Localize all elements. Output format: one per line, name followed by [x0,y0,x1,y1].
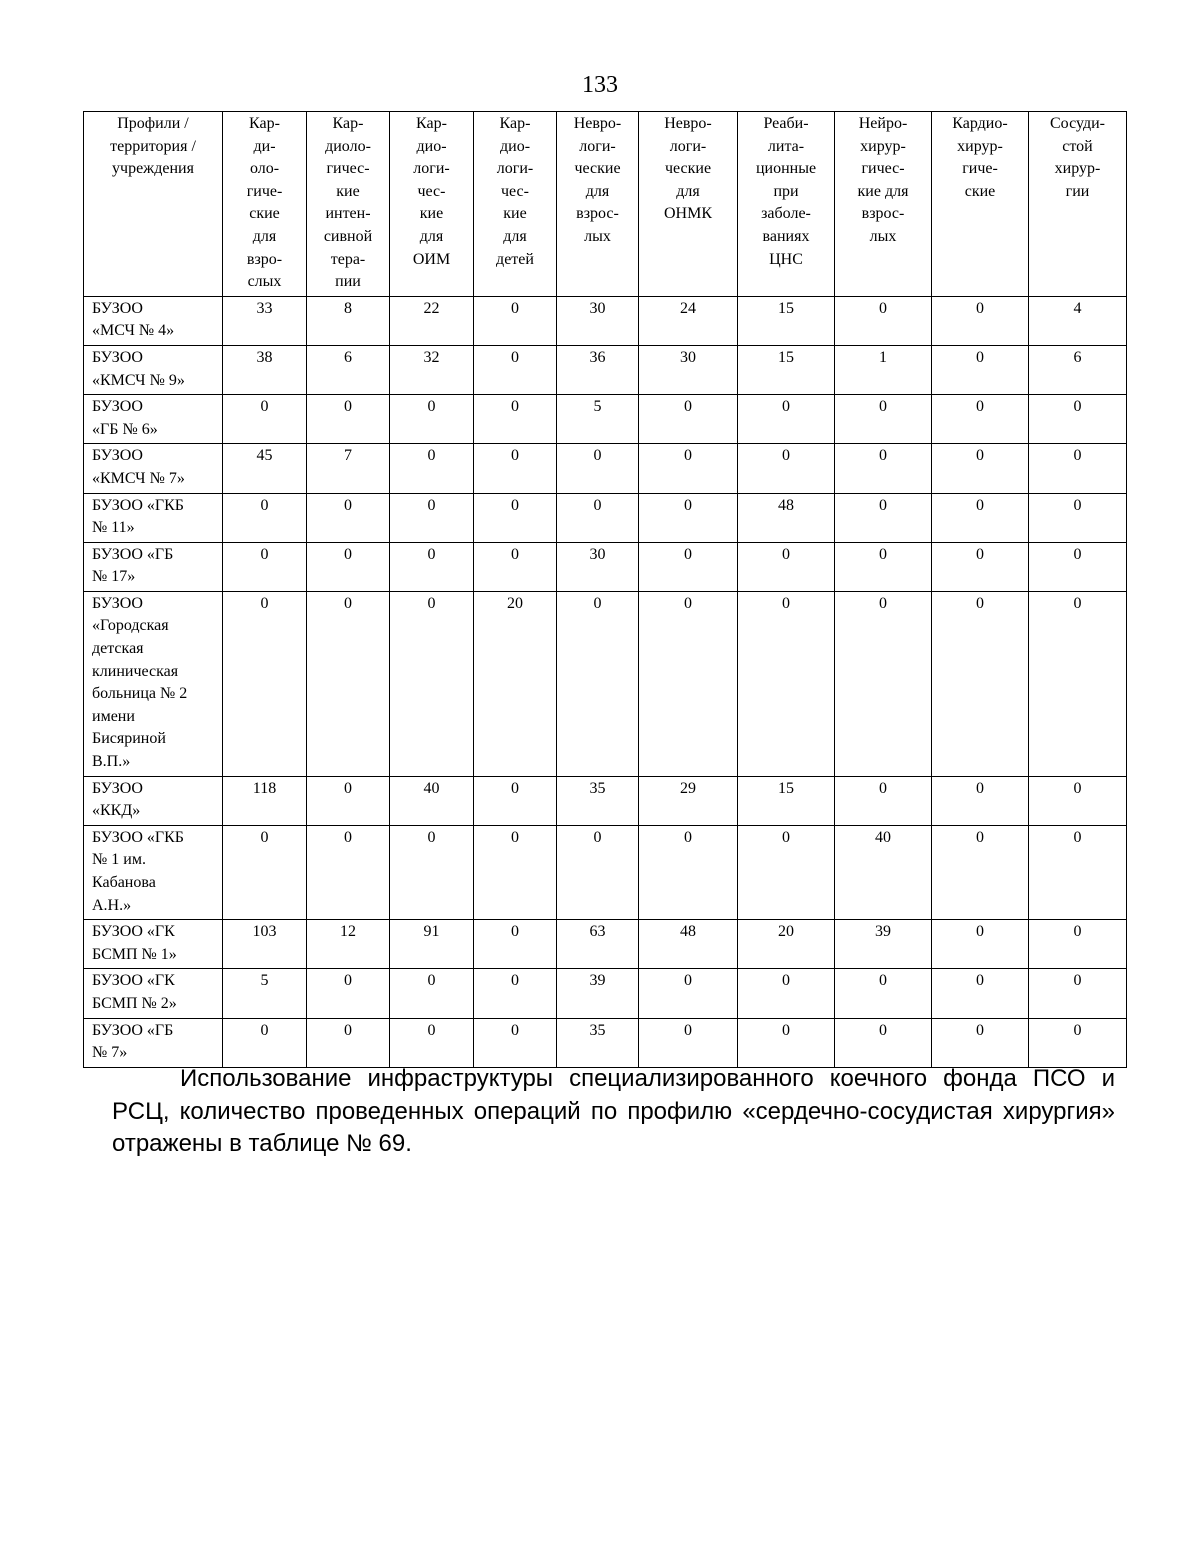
column-header: Кардио- хирур- гиче- ские [932,112,1029,297]
value-cell: 0 [932,920,1029,969]
value-cell: 0 [639,395,738,444]
value-cell: 12 [307,920,390,969]
value-cell: 0 [474,296,557,345]
value-cell: 0 [390,591,474,776]
value-cell: 39 [835,920,932,969]
value-cell: 0 [307,1018,390,1067]
value-cell: 20 [738,920,835,969]
value-cell: 0 [835,776,932,825]
column-header: Кар- ди- оло- гиче- ские для взро- слых [223,112,307,297]
value-cell: 0 [1029,776,1127,825]
value-cell: 0 [223,1018,307,1067]
value-cell: 0 [639,825,738,919]
value-cell: 30 [557,542,639,591]
value-cell: 0 [474,1018,557,1067]
table-row [84,969,1127,1018]
institution-cell: БУЗОО «ГБ № 6» [84,395,223,444]
value-cell: 0 [557,591,639,776]
column-header: Реаби- лита- ционные при заболе- ваниях ЦНС [738,112,835,297]
value-cell: 0 [390,1018,474,1067]
table-body [84,296,1127,1067]
value-cell: 0 [223,395,307,444]
value-cell: 30 [639,345,738,394]
institution-cell: БУЗОО «ГКБ № 11» [84,493,223,542]
institution-cell: БУЗОО «ГБ № 7» [84,1018,223,1067]
value-cell: 0 [307,395,390,444]
value-cell: 0 [738,542,835,591]
value-cell: 0 [738,1018,835,1067]
value-cell: 0 [835,395,932,444]
value-cell: 0 [932,296,1029,345]
value-cell: 0 [474,920,557,969]
value-cell: 15 [738,296,835,345]
value-cell: 0 [474,493,557,542]
value-cell: 0 [639,591,738,776]
value-cell: 0 [1029,920,1127,969]
value-cell: 0 [474,542,557,591]
value-cell: 0 [474,825,557,919]
institution-cell: БУЗОО «ГК БСМП № 2» [84,969,223,1018]
value-cell: 36 [557,345,639,394]
value-cell: 29 [639,776,738,825]
value-cell: 0 [474,969,557,1018]
table-row [84,493,1127,542]
value-cell: 22 [390,296,474,345]
institution-cell: БУЗОО «Городская детская клиническая больница № 2 имени Бисяриной В.П.» [84,591,223,776]
column-header: Кар- дио- логи- чес- кие для детей [474,112,557,297]
value-cell: 0 [932,395,1029,444]
value-cell: 0 [639,493,738,542]
institution-cell: БУЗОО «КМСЧ № 9» [84,345,223,394]
value-cell: 0 [932,825,1029,919]
value-cell: 0 [738,591,835,776]
value-cell: 0 [1029,591,1127,776]
value-cell: 6 [307,345,390,394]
value-cell: 0 [932,493,1029,542]
value-cell: 20 [474,591,557,776]
value-cell: 0 [390,969,474,1018]
value-cell: 0 [835,1018,932,1067]
page-number: 133 [582,72,618,98]
value-cell: 0 [835,296,932,345]
value-cell: 0 [307,776,390,825]
value-cell: 0 [557,825,639,919]
institution-cell: БУЗОО «ГКБ № 1 им. Кабанова А.Н.» [84,825,223,919]
value-cell: 4 [1029,296,1127,345]
column-header: Сосуди- стой хирур- гии [1029,112,1127,297]
value-cell: 8 [307,296,390,345]
value-cell: 91 [390,920,474,969]
value-cell: 0 [1029,395,1127,444]
value-cell: 48 [639,920,738,969]
institution-cell: БУЗОО «ККД» [84,776,223,825]
institution-cell: БУЗОО «МСЧ № 4» [84,296,223,345]
value-cell: 0 [307,493,390,542]
value-cell: 0 [223,542,307,591]
value-cell: 5 [223,969,307,1018]
body-paragraph: Использование инфраструктуры специализированного коечного фонда ПСО и РСЦ, количество проведенных операций по профилю «сердечно-сосудистая хирургия» отражены в таблице № 69. [112,1065,1115,1158]
value-cell: 0 [307,542,390,591]
table-row [84,345,1127,394]
value-cell: 0 [835,493,932,542]
value-cell: 0 [474,345,557,394]
value-cell: 40 [390,776,474,825]
value-cell: 63 [557,920,639,969]
value-cell: 0 [474,395,557,444]
value-cell: 0 [390,825,474,919]
value-cell: 0 [1029,493,1127,542]
table-header-row [84,112,1127,297]
table-row [84,591,1127,776]
value-cell: 0 [835,591,932,776]
value-cell: 0 [557,444,639,493]
column-header: Невро- логи- ческие для ОНМК [639,112,738,297]
value-cell: 0 [639,542,738,591]
value-cell: 103 [223,920,307,969]
value-cell: 0 [639,444,738,493]
value-cell: 0 [835,969,932,1018]
value-cell: 0 [307,591,390,776]
value-cell: 6 [1029,345,1127,394]
value-cell: 30 [557,296,639,345]
column-header: Профили / территория / учреждения [84,112,223,297]
table-row [84,825,1127,919]
value-cell: 0 [835,444,932,493]
value-cell: 24 [639,296,738,345]
column-header: Кар- дио- логи- чес- кие для ОИМ [390,112,474,297]
value-cell: 0 [932,1018,1029,1067]
value-cell: 0 [307,969,390,1018]
value-cell: 0 [390,395,474,444]
value-cell: 0 [932,969,1029,1018]
value-cell: 0 [738,825,835,919]
table-row [84,395,1127,444]
table-row [84,776,1127,825]
institution-cell: БУЗОО «КМСЧ № 7» [84,444,223,493]
institution-cell: БУЗОО «ГБ № 17» [84,542,223,591]
value-cell: 0 [474,776,557,825]
value-cell: 0 [223,825,307,919]
value-cell: 0 [474,444,557,493]
value-cell: 15 [738,776,835,825]
value-cell: 15 [738,345,835,394]
value-cell: 0 [557,493,639,542]
institution-cell: БУЗОО «ГК БСМП № 1» [84,920,223,969]
value-cell: 1 [835,345,932,394]
column-header: Невро- логи- ческие для взрос- лых [557,112,639,297]
value-cell: 0 [1029,1018,1127,1067]
value-cell: 7 [307,444,390,493]
value-cell: 0 [307,825,390,919]
value-cell: 0 [390,444,474,493]
table-row [84,542,1127,591]
value-cell: 118 [223,776,307,825]
value-cell: 0 [1029,542,1127,591]
value-cell: 0 [390,542,474,591]
value-cell: 45 [223,444,307,493]
value-cell: 0 [932,591,1029,776]
value-cell: 38 [223,345,307,394]
value-cell: 48 [738,493,835,542]
value-cell: 40 [835,825,932,919]
table-row [84,296,1127,345]
table-row [84,444,1127,493]
value-cell: 39 [557,969,639,1018]
value-cell: 0 [738,969,835,1018]
table-row [84,1018,1127,1067]
beds-table [83,111,1127,1068]
value-cell: 35 [557,1018,639,1067]
table-row [84,920,1127,969]
value-cell: 0 [1029,444,1127,493]
value-cell: 0 [1029,825,1127,919]
value-cell: 0 [932,542,1029,591]
column-header: Нейро- хирур- гичес- кие для взрос- лых [835,112,932,297]
value-cell: 0 [223,591,307,776]
value-cell: 0 [1029,969,1127,1018]
value-cell: 35 [557,776,639,825]
value-cell: 0 [932,345,1029,394]
value-cell: 0 [223,493,307,542]
value-cell: 0 [639,1018,738,1067]
value-cell: 0 [932,444,1029,493]
value-cell: 33 [223,296,307,345]
column-header: Кар- диоло- гичес- кие интен- сивной тера- пии [307,112,390,297]
value-cell: 5 [557,395,639,444]
value-cell: 0 [390,493,474,542]
value-cell: 32 [390,345,474,394]
value-cell: 0 [639,969,738,1018]
value-cell: 0 [738,444,835,493]
value-cell: 0 [932,776,1029,825]
value-cell: 0 [738,395,835,444]
value-cell: 0 [835,542,932,591]
